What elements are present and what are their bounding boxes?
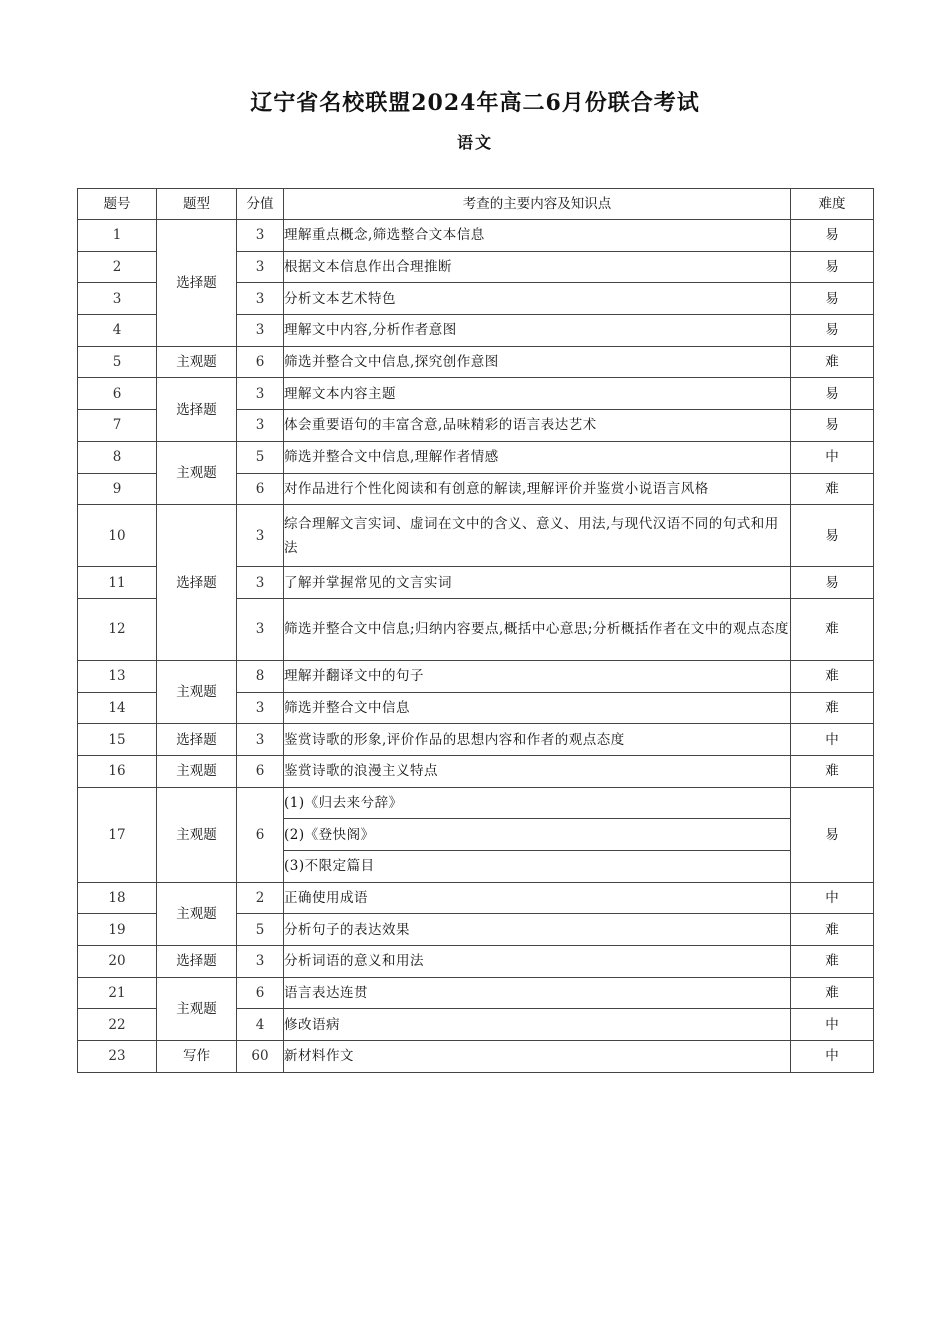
table-row	[78, 346, 874, 378]
question-difficulty: 易	[791, 567, 874, 599]
question-difficulty: 中	[791, 724, 874, 756]
question-score: 5	[237, 914, 284, 946]
question-difficulty: 中	[791, 1041, 874, 1073]
question-type: 主观题	[157, 977, 237, 1040]
table-row	[78, 1041, 874, 1073]
question-score: 3	[237, 598, 284, 660]
question-score: 6	[237, 473, 284, 505]
question-type: 写作	[157, 1041, 237, 1073]
question-score: 6	[237, 755, 284, 787]
question-number: 17	[78, 787, 157, 882]
question-number: 3	[78, 283, 157, 315]
question-score: 3	[237, 567, 284, 599]
question-number: 9	[78, 473, 157, 505]
table-row	[78, 946, 874, 978]
question-difficulty: 易	[791, 410, 874, 442]
subject-title: 语文	[456, 133, 493, 152]
question-type: 选择题	[157, 505, 237, 661]
exam-spec-table	[77, 188, 874, 1073]
question-score: 3	[237, 283, 284, 315]
question-difficulty: 易	[791, 315, 874, 347]
question-score: 60	[237, 1041, 284, 1073]
question-score: 6	[237, 977, 284, 1009]
question-content: 新材料作文	[284, 1041, 791, 1073]
question-difficulty: 中	[791, 1009, 874, 1041]
header-content: 考查的主要内容及知识点	[284, 189, 791, 220]
question-content: 鉴赏诗歌的浪漫主义特点	[284, 755, 791, 787]
question-difficulty: 中	[791, 441, 874, 473]
question-number: 13	[78, 660, 157, 692]
question-content: 理解文中内容,分析作者意图	[284, 315, 791, 347]
question-content: 理解并翻译文中的句子	[284, 660, 791, 692]
question-number: 2	[78, 251, 157, 283]
question-content: 分析词语的意义和用法	[284, 946, 791, 978]
question-content: 鉴赏诗歌的形象,评价作品的思想内容和作者的观点态度	[284, 724, 791, 756]
question-type: 选择题	[157, 724, 237, 756]
question-content: 综合理解文言实词、虚词在文中的含义、意义、用法,与现代汉语不同的句式和用法	[284, 505, 791, 567]
question-content: 语言表达连贯	[284, 977, 791, 1009]
question-content: 了解并掌握常见的文言实词	[284, 567, 791, 599]
question-difficulty: 难	[791, 755, 874, 787]
question-difficulty: 中	[791, 882, 874, 914]
question-type: 主观题	[157, 346, 237, 378]
question-score: 3	[237, 378, 284, 410]
table-row	[78, 505, 874, 567]
question-content: 理解文本内容主题	[284, 378, 791, 410]
table-row	[78, 977, 874, 1009]
question-difficulty: 难	[791, 977, 874, 1009]
question-type: 选择题	[157, 220, 237, 347]
question-content: 对作品进行个性化阅读和有创意的解读,理解评价并鉴赏小说语言风格	[284, 473, 791, 505]
question-score: 5	[237, 441, 284, 473]
header-difficulty: 难度	[791, 189, 874, 220]
question-number: 11	[78, 567, 157, 599]
header-number: 题号	[78, 189, 157, 220]
question-difficulty: 难	[791, 598, 874, 660]
question-number: 23	[78, 1041, 157, 1073]
question-type: 选择题	[157, 378, 237, 441]
question-score: 3	[237, 315, 284, 347]
table-row	[78, 882, 874, 914]
table-row	[78, 378, 874, 410]
question-content-line: (1)《归去来兮辞》	[284, 787, 791, 819]
question-number: 12	[78, 598, 157, 660]
question-difficulty: 易	[791, 505, 874, 567]
table-row	[78, 787, 874, 819]
question-score: 3	[237, 505, 284, 567]
question-score: 4	[237, 1009, 284, 1041]
question-number: 22	[78, 1009, 157, 1041]
question-number: 16	[78, 755, 157, 787]
table-row	[78, 441, 874, 473]
question-type: 选择题	[157, 946, 237, 978]
question-difficulty: 难	[791, 946, 874, 978]
header-score: 分值	[237, 189, 284, 220]
question-content: 筛选并整合文中信息;归纳内容要点,概括中心意思;分析概括作者在文中的观点态度	[284, 598, 791, 660]
question-difficulty: 易	[791, 787, 874, 882]
question-difficulty: 易	[791, 283, 874, 315]
question-difficulty: 难	[791, 692, 874, 724]
question-difficulty: 难	[791, 346, 874, 378]
question-score: 2	[237, 882, 284, 914]
question-difficulty: 难	[791, 473, 874, 505]
question-number: 7	[78, 410, 157, 442]
question-score: 3	[237, 251, 284, 283]
question-difficulty: 易	[791, 220, 874, 252]
question-difficulty: 易	[791, 378, 874, 410]
question-type: 主观题	[157, 787, 237, 882]
question-number: 14	[78, 692, 157, 724]
question-content: 正确使用成语	[284, 882, 791, 914]
question-number: 10	[78, 505, 157, 567]
question-number: 21	[78, 977, 157, 1009]
table-row	[78, 660, 874, 692]
question-difficulty: 难	[791, 914, 874, 946]
question-score: 6	[237, 346, 284, 378]
question-content: 修改语病	[284, 1009, 791, 1041]
question-type: 主观题	[157, 660, 237, 723]
question-score: 3	[237, 692, 284, 724]
question-number: 6	[78, 378, 157, 410]
question-content: 体会重要语句的丰富含意,品味精彩的语言表达艺术	[284, 410, 791, 442]
table-row	[78, 724, 874, 756]
question-number: 1	[78, 220, 157, 252]
question-number: 4	[78, 315, 157, 347]
question-type: 主观题	[157, 882, 237, 945]
question-content-line: (3)不限定篇目	[284, 851, 791, 883]
question-type: 主观题	[157, 441, 237, 504]
question-number: 18	[78, 882, 157, 914]
table-header-row	[78, 189, 874, 220]
header-type: 题型	[157, 189, 237, 220]
question-number: 20	[78, 946, 157, 978]
question-number: 15	[78, 724, 157, 756]
question-score: 3	[237, 946, 284, 978]
question-content: 根据文本信息作出合理推断	[284, 251, 791, 283]
question-score: 3	[237, 220, 284, 252]
page-title: 辽宁省名校联盟2024年高二6月份联合考试	[250, 90, 700, 116]
table-row	[78, 220, 874, 252]
question-difficulty: 易	[791, 251, 874, 283]
question-number: 19	[78, 914, 157, 946]
question-number: 5	[78, 346, 157, 378]
question-difficulty: 难	[791, 660, 874, 692]
question-content-line: (2)《登快阁》	[284, 819, 791, 851]
question-content: 理解重点概念,筛选整合文本信息	[284, 220, 791, 252]
question-content: 筛选并整合文中信息,探究创作意图	[284, 346, 791, 378]
question-content: 筛选并整合文中信息	[284, 692, 791, 724]
question-score: 3	[237, 410, 284, 442]
question-content: 筛选并整合文中信息,理解作者情感	[284, 441, 791, 473]
question-type: 主观题	[157, 755, 237, 787]
question-content: 分析句子的表达效果	[284, 914, 791, 946]
table-row	[78, 755, 874, 787]
question-score: 6	[237, 787, 284, 882]
question-content: 分析文本艺术特色	[284, 283, 791, 315]
question-number: 8	[78, 441, 157, 473]
question-score: 3	[237, 724, 284, 756]
question-score: 8	[237, 660, 284, 692]
